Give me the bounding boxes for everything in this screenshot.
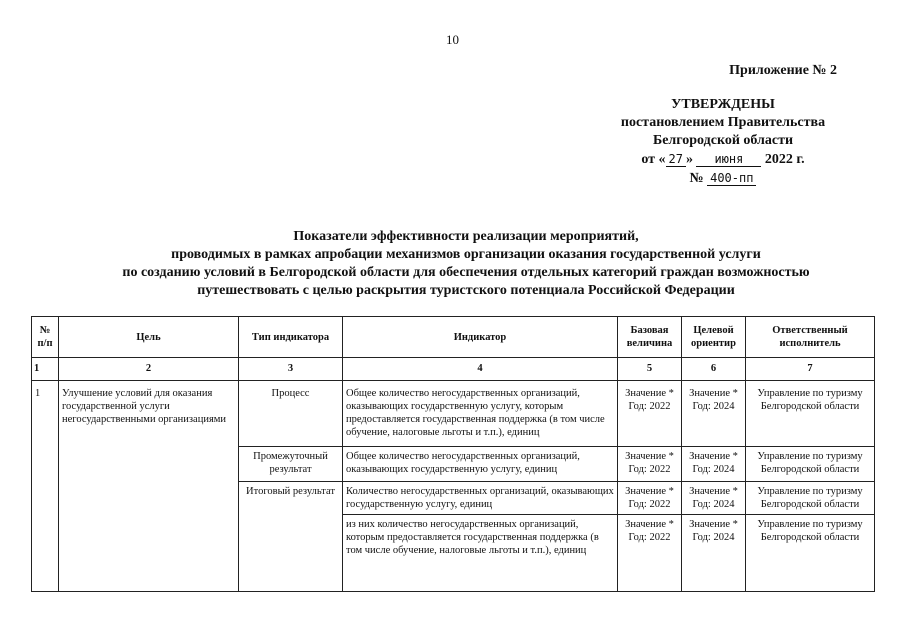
col-number: 3 [239,358,343,381]
appendix-label: Приложение № 2 [729,63,837,78]
base-value: Значение * Год: 2022 [618,381,682,447]
target-value: Значение * Год: 2024 [682,482,746,515]
responsible: Управление по туризму Белгородской области [746,515,875,592]
col-number: 5 [618,358,682,381]
row-number: 1 [32,381,59,592]
indicators-table [31,316,875,592]
base-value: Значение * Год: 2022 [618,447,682,482]
header-goal: Цель [59,317,239,358]
responsible: Управление по туризму Белгородской области [746,447,875,482]
responsible: Управление по туризму Белгородской области [746,381,875,447]
date-mid: » [685,152,693,167]
table-row [32,381,875,447]
col-number: 1 [32,358,59,381]
goal-cell: Улучшение условий для оказания государственной услуги негосударственными организациями [59,381,239,592]
title-line-2: проводимых в рамках апробации механизмов организации оказания государственной услуги [171,247,761,262]
indicator-type: Процесс [239,381,343,447]
header-type: Тип индикатора [239,317,343,358]
header-indicator: Индикатор [343,317,618,358]
date-day: 27 [666,152,686,167]
target-value: Значение * Год: 2024 [682,381,746,447]
target-value: Значение * Год: 2024 [682,515,746,592]
base-value: Значение * Год: 2022 [618,515,682,592]
col-number: 6 [682,358,746,381]
target-value: Значение * Год: 2024 [682,447,746,482]
col-number: 4 [343,358,618,381]
header-base: Базовая величина [618,317,682,358]
base-value: Значение * Год: 2022 [618,482,682,515]
indicator-type: Итоговый результат [239,482,343,592]
title-line-1: Показатели эффективности реализации мероприятий, [293,229,639,244]
approval-stamp [603,96,843,188]
approval-line-2: Белгородской области [652,133,794,148]
approval-number [603,169,843,188]
header-num: № п/п [32,317,59,358]
date-month: июня [696,152,761,167]
page-number: 10 [446,32,459,47]
header-responsible: Ответственный исполнитель [746,317,875,358]
column-number-row [32,358,875,381]
decree-number: 400-пп [707,171,756,186]
col-number: 7 [746,358,875,381]
col-number: 2 [59,358,239,381]
approval-line-1: постановлением Правительства [620,115,826,130]
title-line-4: путешествовать с целью раскрытия туристского потенциала Российской Федерации [197,283,735,298]
number-prefix: № [689,171,704,186]
date-prefix: от « [641,152,666,167]
approval-block [603,62,843,188]
indicator-text: из них количество негосударственных организаций, которым предоставляется государственная поддержка (в том числе обучение, налоговые льготы и т.п.), единиц [343,515,618,592]
approval-date [603,150,843,169]
date-year: 2022 г. [764,152,805,167]
indicator-text: Общее количество негосударственных организаций, оказывающих государственную услугу, единиц [343,447,618,482]
table-header-row [32,317,875,358]
header-target: Целевой ориентир [682,317,746,358]
document-title [60,228,872,300]
approved-heading: УТВЕРЖДЕНЫ [671,97,775,112]
indicator-type: Промежуточный результат [239,447,343,482]
responsible: Управление по туризму Белгородской области [746,482,875,515]
title-line-3: по созданию условий в Белгородской области для обеспечения отдельных категорий граждан возможностью [122,265,810,280]
indicator-text: Количество негосударственных организаций, оказывающих государственную услугу, единиц [343,482,618,515]
indicator-text: Общее количество негосударственных организаций, оказывающих государственную услугу, которым предоставляется государственная поддержка (в том числе обучение, налоговые льготы и т.п.), единиц [343,381,618,447]
